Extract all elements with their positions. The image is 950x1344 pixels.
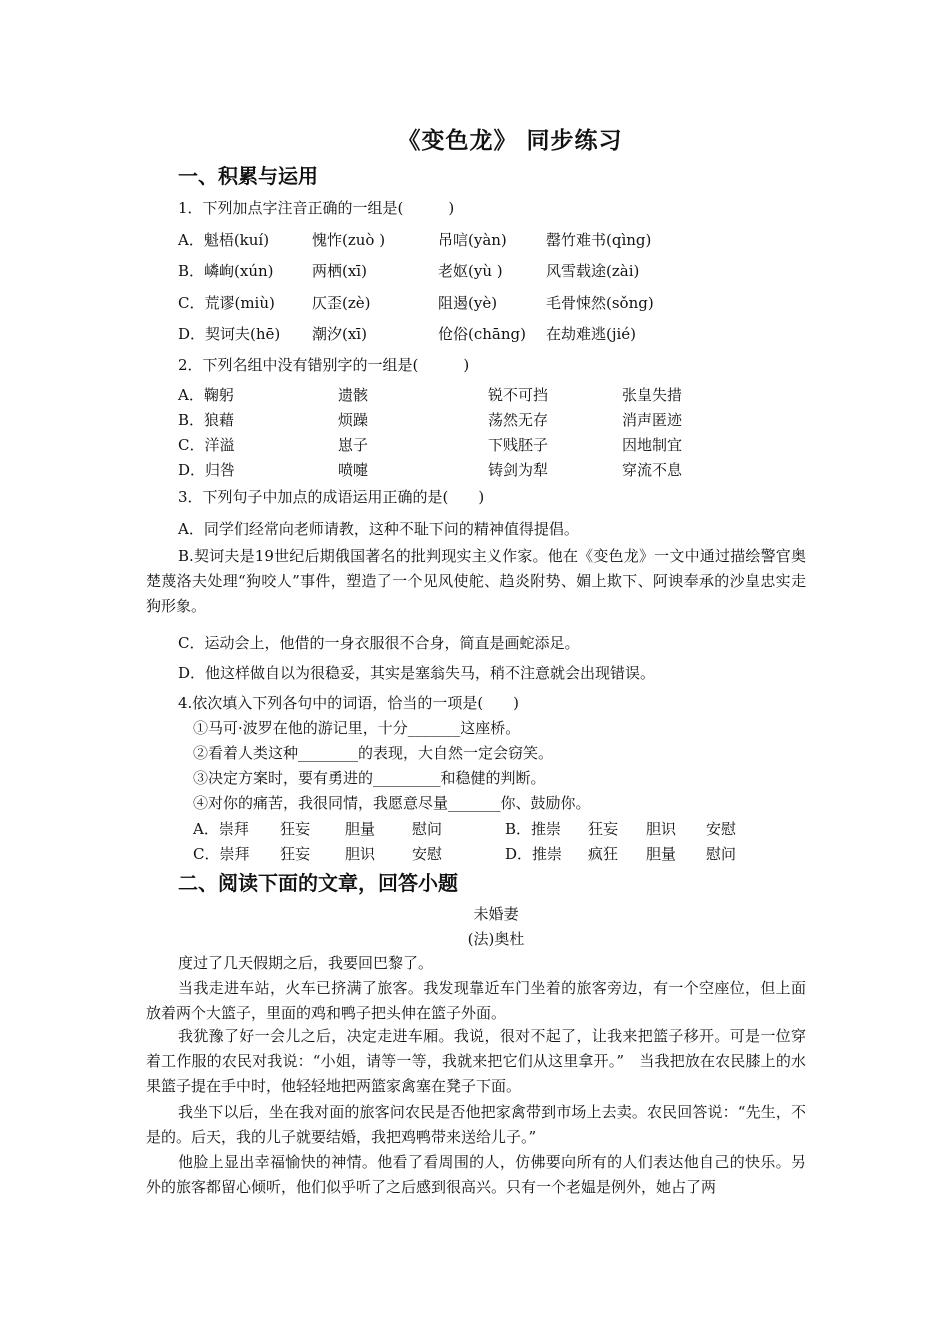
q1-option-b-1: B．嶙峋(xún)	[178, 262, 274, 280]
question-2-stem: 2．下列名组中没有错别字的一组是( )	[178, 356, 470, 374]
section-heading-2: 二、阅读下面的文章，回答小题	[178, 871, 458, 895]
q4-option-c-3: 胆识	[345, 845, 376, 863]
q4-option-d-3: 胆量	[646, 845, 677, 863]
article-paragraph-5: 他脸上显出幸福愉快的神情。他看了看周围的人，仿佛要向所有的人们表达他自己的快乐。另外的旅客都留心倾听，他们似乎听了之后感到很高兴。只有一个老媪是例外，她占了两	[146, 1153, 806, 1196]
q2-option-a-4: 张皇失措	[622, 386, 683, 404]
q4-sentence-2: ②看着人类这种________的表现，大自然一定会窃笑。	[193, 744, 554, 762]
article-paragraph-1: 度过了几天假期之后，我要回巴黎了。	[178, 954, 434, 972]
q2-option-a-3: 锐不可挡	[488, 386, 549, 404]
q3-option-c: C．运动会上，他借的一身衣服很不合身，简直是画蛇添足。	[178, 634, 580, 652]
q2-option-b-3: 荡然无存	[488, 411, 549, 429]
question-4-stem: 4.依次填入下列各句中的词语，恰当的一项是( )	[178, 694, 520, 712]
q4-option-d-1: D．推崇	[505, 845, 563, 863]
q1-option-b-4: 风雪载途(zài)	[546, 262, 640, 280]
q1-option-a-2: 愧怍(zuò )	[312, 231, 386, 249]
q2-option-d-4: 穿流不息	[622, 461, 683, 479]
question-3-stem: 3．下列句子中加点的成语运用正确的是( )	[178, 488, 485, 506]
q1-option-d-2: 潮汐(xī)	[312, 325, 367, 343]
q1-option-b-2: 两栖(xī)	[312, 262, 367, 280]
q4-option-b-4: 安慰	[706, 820, 737, 838]
q4-option-a-2: 狂妄	[280, 820, 311, 838]
q1-option-c-2: 仄歪(zè)	[312, 294, 371, 312]
q1-option-a-1: A．魁梧(kuí)	[178, 231, 270, 249]
q2-option-a-1: A．鞠躬	[178, 386, 234, 404]
q4-option-a-4: 慰问	[412, 820, 443, 838]
q2-option-d-3: 铸剑为犁	[488, 461, 549, 479]
q1-option-c-3: 阻遏(yè)	[438, 294, 498, 312]
article-author: (法)奥杜	[467, 930, 525, 948]
q1-option-d-1: D．契诃夫(hē)	[178, 325, 281, 343]
q4-option-d-4: 慰问	[706, 845, 737, 863]
q2-option-c-1: C．洋溢	[178, 436, 235, 454]
q2-option-c-4: 因地制宜	[622, 436, 683, 454]
q2-option-a-2: 遗骸	[338, 386, 369, 404]
q4-option-c-4: 安慰	[412, 845, 443, 863]
q4-option-a-3: 胆量	[345, 820, 376, 838]
q4-option-b-3: 胆识	[646, 820, 677, 838]
q3-option-a: A．同学们经常向老师请教，这种不耻下问的精神值得提倡。	[178, 520, 579, 538]
article-paragraph-4: 我坐下以后，坐在我对面的旅客问农民是否他把家禽带到市场上去卖。农民回答说：“先生，不是的。后天，我的儿子就要结婚，我把鸡鸭带来送给儿子。”	[146, 1103, 806, 1146]
q2-option-b-1: B．狼藉	[178, 411, 235, 429]
q2-option-c-3: 下贱胚子	[488, 436, 549, 454]
q1-option-c-1: C．荒谬(miù)	[178, 294, 275, 312]
q4-sentence-4: ④对你的痛苦，我很同情，我愿意尽量_______你、鼓励你。	[193, 794, 591, 812]
page-title: 《变色龙》 同步练习	[397, 128, 623, 154]
article-paragraph-3: 我犹豫了好一会儿之后，决定走进车厢。我说，很对不起了，让我来把篮子移开。可是一位穿着工作服的农民对我说：“小姐，请等一等，我就来把它们从这里拿开。” 当我把放在农民膝上的水果篮子提在手中时，他轻轻地把两篮家禽塞在凳子下面。	[146, 1027, 806, 1095]
q2-option-b-2: 烦躁	[338, 411, 369, 429]
q3-option-d: D．他这样做自以为很稳妥，其实是塞翁失马，稍不注意就会出现错误。	[178, 664, 656, 682]
q4-option-b-2: 狂妄	[588, 820, 619, 838]
q2-option-d-1: D．归咎	[178, 461, 236, 479]
q4-option-a-1: A．崇拜	[193, 820, 249, 838]
q4-option-b-1: B．推崇	[505, 820, 562, 838]
q3-option-b: B.契诃夫是19世纪后期俄国著名的批判现实主义作家。他在《变色龙》一文中通过描绘警官奥楚蔑洛夫处理“狗咬人”事件，塑造了一个见风使舵、趋炎附势、媚上欺下、阿谀奉承的沙皇忠实走狗形象。	[146, 547, 806, 615]
q2-option-c-2: 崽子	[338, 436, 369, 454]
question-1-stem: 1．下列加点字注音正确的一组是( )	[178, 199, 455, 217]
article-title: 未婚妻	[473, 905, 519, 923]
q1-option-c-4: 毛骨悚然(sǒng)	[546, 294, 654, 312]
q2-option-b-4: 消声匿迹	[622, 411, 683, 429]
q2-option-d-2: 喷嚏	[338, 461, 369, 479]
q1-option-d-3: 伧俗(chāng)	[438, 325, 526, 343]
q4-option-d-2: 疯狂	[588, 845, 619, 863]
q4-option-c-2: 狂妄	[280, 845, 311, 863]
q1-option-a-3: 吊唁(yàn)	[438, 231, 507, 249]
section-heading-1: 一、积累与运用	[178, 164, 318, 188]
q4-option-c-1: C．崇拜	[193, 845, 250, 863]
q4-sentence-1: ①马可·波罗在他的游记里，十分_______这座桥。	[193, 719, 521, 737]
q1-option-d-4: 在劫难逃(jié)	[546, 325, 637, 343]
q1-option-b-3: 老妪(yù )	[438, 262, 503, 280]
article-paragraph-2: 当我走进车站，火车已挤满了旅客。我发现靠近车门坐着的旅客旁边，有一个空座位，但上面放着两个大篮子，里面的鸡和鸭子把头伸在篮子外面。	[146, 979, 806, 1022]
q4-sentence-3: ③决定方案时，要有勇进的_________和稳健的判断。	[193, 769, 546, 787]
q1-option-a-4: 罄竹难书(qìng)	[546, 231, 652, 249]
